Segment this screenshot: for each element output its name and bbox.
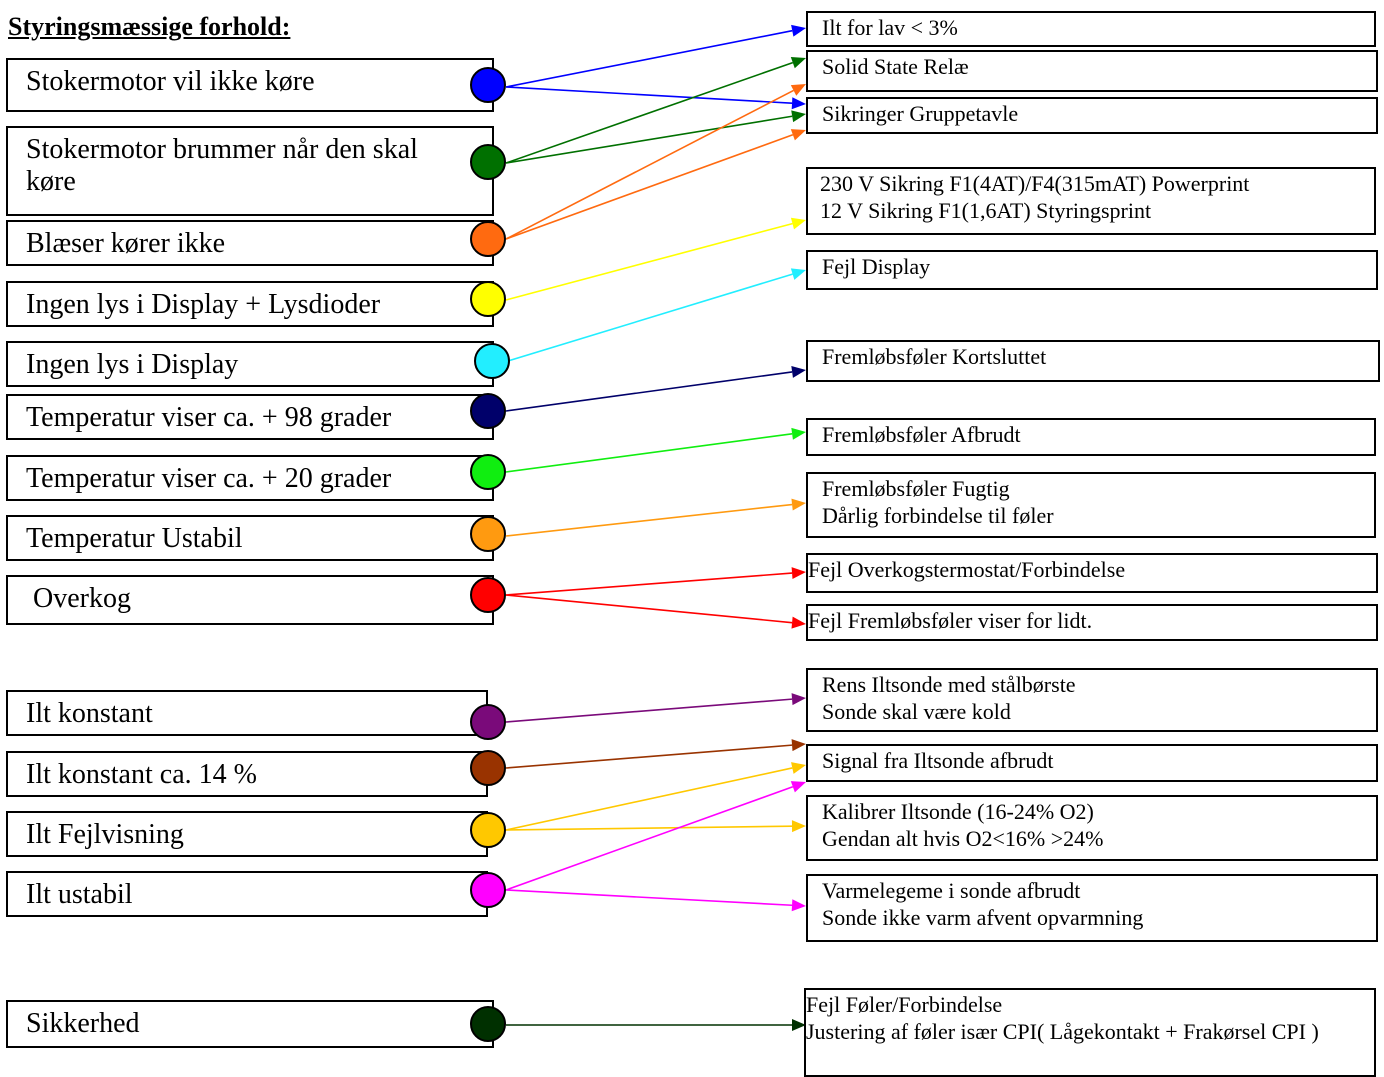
cause-line: Rens Iltsonde med stålbørste bbox=[822, 672, 1076, 697]
connector-line bbox=[506, 595, 792, 623]
symptom-label: Stokermotor brummer når den skal køre bbox=[26, 134, 418, 198]
connector-dot bbox=[470, 577, 506, 613]
cause-box bbox=[806, 11, 1376, 47]
arrowhead bbox=[791, 428, 806, 440]
cause-line: Signal fra Iltsonde afbrudt bbox=[822, 748, 1054, 773]
symptom-label: Ilt konstant ca. 14 % bbox=[26, 759, 257, 790]
connector-dot bbox=[470, 144, 506, 180]
cause-line: Solid State Relæ bbox=[822, 54, 969, 79]
symptom-box bbox=[6, 751, 488, 797]
cause-line: 12 V Sikring F1(1,6AT) Styringsprint bbox=[820, 197, 1152, 223]
symptom-label: Stokermotor vil ikke køre bbox=[26, 66, 315, 97]
arrowhead bbox=[792, 820, 806, 832]
symptom-box bbox=[6, 575, 494, 625]
cause-box bbox=[806, 50, 1378, 92]
cause-box bbox=[806, 795, 1378, 861]
symptom-label: Ingen lys i Display + Lysdioder bbox=[26, 289, 381, 320]
arrowhead bbox=[792, 567, 806, 579]
symptom-box bbox=[6, 58, 494, 112]
cause-line: Kalibrer Iltsonde (16-24% O2) bbox=[822, 799, 1094, 824]
cause-line: Justering af føler især CPI( Lågekontakt + Frakørsel CPI ) bbox=[806, 1018, 1319, 1044]
symptom-label: Ilt konstant bbox=[26, 698, 153, 729]
connector-line bbox=[506, 116, 792, 163]
cause-line: 230 V Sikring F1(4AT)/F4(315mAT) Powerprint bbox=[820, 171, 1250, 196]
cause-line: Fejl Display bbox=[822, 254, 931, 279]
connector-line bbox=[506, 135, 793, 239]
cause-box bbox=[804, 988, 1376, 1077]
cause-box bbox=[806, 874, 1378, 942]
cause-box bbox=[806, 250, 1378, 290]
cause-box bbox=[806, 418, 1376, 456]
connector-dot bbox=[470, 393, 506, 429]
symptom-box bbox=[6, 341, 494, 387]
arrowhead bbox=[791, 762, 806, 774]
arrowhead bbox=[792, 97, 806, 109]
cause-line: Fejl Føler/Forbindelse bbox=[806, 992, 1003, 1017]
symptom-box bbox=[6, 281, 494, 327]
symptom-label: Ilt Fejlvisning bbox=[26, 819, 184, 850]
connector-line bbox=[508, 274, 793, 361]
symptom-box bbox=[6, 871, 488, 917]
symptom-label: Sikkerhed bbox=[26, 1008, 140, 1039]
arrowhead bbox=[791, 366, 806, 378]
connector-line bbox=[506, 372, 792, 411]
symptom-box bbox=[6, 515, 494, 561]
cause-box bbox=[806, 340, 1380, 382]
symptom-box bbox=[6, 126, 494, 216]
symptom-box bbox=[6, 690, 488, 736]
cause-box bbox=[806, 167, 1376, 235]
arrowhead bbox=[792, 693, 806, 705]
arrowhead bbox=[791, 499, 806, 511]
connector-line bbox=[506, 699, 792, 722]
symptom-label: Ingen lys i Display bbox=[26, 349, 239, 380]
cause-box bbox=[806, 604, 1378, 641]
connector-dot bbox=[470, 516, 506, 552]
arrowhead bbox=[791, 781, 806, 792]
arrowhead bbox=[791, 57, 806, 68]
cause-line: Sonde ikke varm afvent opvarmning bbox=[822, 904, 1144, 930]
arrowhead bbox=[791, 617, 806, 629]
connector-dot bbox=[474, 343, 510, 379]
connector-line bbox=[506, 87, 792, 103]
connector-line bbox=[506, 787, 793, 890]
arrowhead bbox=[791, 218, 806, 230]
page-title: Styringsmæssige forhold: bbox=[8, 12, 291, 41]
cause-line: Sikringer Gruppetavle bbox=[822, 101, 1019, 126]
symptom-label: Blæser kører ikke bbox=[26, 228, 226, 259]
connector-dot bbox=[470, 221, 506, 257]
symptom-label: Temperatur Ustabil bbox=[26, 523, 243, 554]
connector-dot bbox=[470, 704, 506, 740]
connector-line bbox=[506, 505, 792, 536]
symptom-label: Temperatur viser ca. + 98 grader bbox=[26, 402, 392, 433]
connector-line bbox=[506, 890, 792, 905]
symptom-label: Temperatur viser ca. + 20 grader bbox=[26, 463, 392, 494]
connector-dot bbox=[470, 281, 506, 317]
arrowhead bbox=[791, 129, 806, 140]
cause-line: Fremløbsføler Afbrudt bbox=[822, 422, 1021, 447]
cause-line: Fejl Overkogstermostat/Forbindelse bbox=[808, 557, 1126, 582]
cause-box bbox=[806, 97, 1378, 134]
symptom-label: Overkog bbox=[26, 583, 131, 614]
connector-dot bbox=[470, 812, 506, 848]
connector-line bbox=[506, 224, 792, 300]
connector-line bbox=[506, 434, 792, 472]
cause-line: Varmelegeme i sonde afbrudt bbox=[822, 878, 1081, 903]
connector-dot bbox=[470, 750, 506, 786]
connector-dot bbox=[470, 1006, 506, 1042]
cause-line: Ilt for lav < 3% bbox=[822, 15, 958, 40]
symptom-box bbox=[6, 811, 488, 857]
cause-line: Fremløbsføler Kortsluttet bbox=[822, 344, 1047, 369]
connector-dot bbox=[470, 67, 506, 103]
cause-line: Fejl Fremløbsføler viser for lidt. bbox=[808, 608, 1093, 633]
cause-box bbox=[806, 553, 1378, 593]
cause-line: Sonde skal være kold bbox=[822, 698, 1011, 724]
cause-line: Dårlig forbindelse til føler bbox=[822, 502, 1054, 528]
connector-line bbox=[506, 745, 792, 768]
arrowhead bbox=[792, 899, 806, 911]
symptom-box bbox=[6, 220, 494, 266]
arrowhead bbox=[791, 25, 806, 37]
cause-line: Gendan alt hvis O2<16% >24% bbox=[822, 825, 1104, 851]
cause-box bbox=[806, 472, 1376, 538]
arrowhead bbox=[791, 110, 806, 122]
connector-line bbox=[506, 826, 792, 830]
symptom-box bbox=[6, 455, 494, 501]
connector-line bbox=[506, 573, 792, 595]
arrowhead bbox=[792, 739, 806, 751]
arrowhead bbox=[791, 268, 806, 279]
cause-box bbox=[806, 668, 1378, 732]
cause-line: Fremløbsføler Fugtig bbox=[822, 476, 1010, 501]
connector-dot bbox=[470, 454, 506, 490]
symptom-label: Ilt ustabil bbox=[26, 879, 133, 910]
connector-line bbox=[506, 768, 792, 830]
connector-dot bbox=[470, 872, 506, 908]
symptom-box bbox=[6, 1000, 494, 1048]
symptom-box bbox=[6, 394, 494, 440]
cause-box bbox=[806, 744, 1378, 782]
